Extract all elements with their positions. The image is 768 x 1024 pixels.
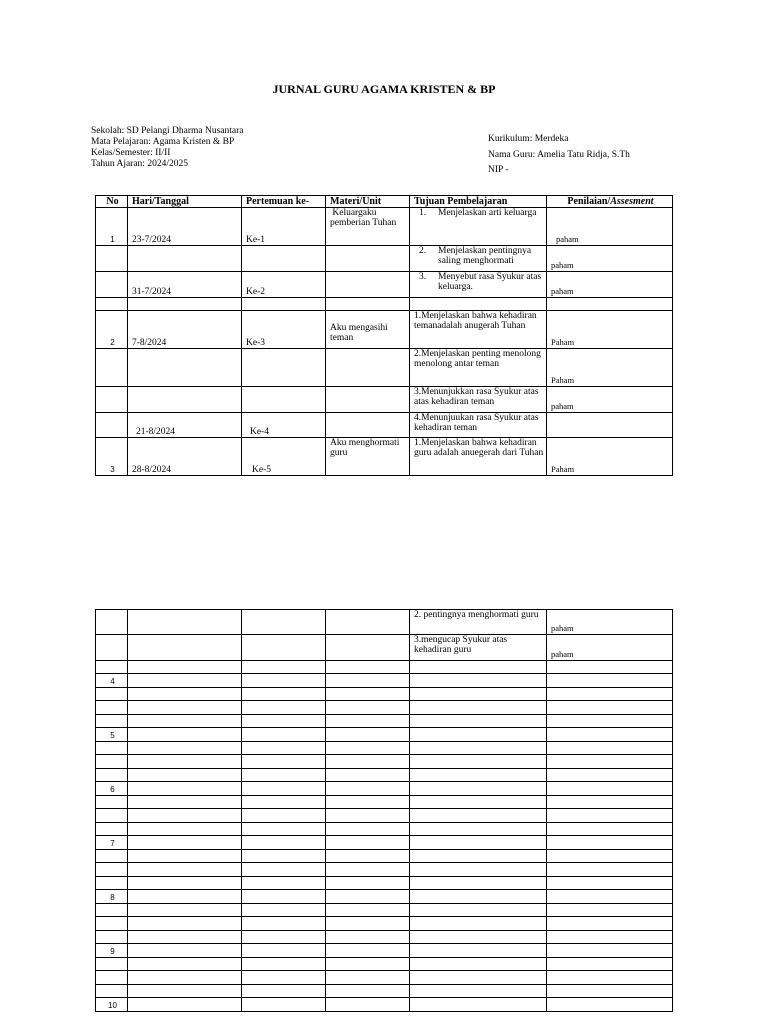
table-row: [96, 208, 673, 246]
assessment-cell: Paham: [547, 311, 673, 349]
assessment-cell: paham: [547, 246, 673, 272]
row-number: 7: [96, 836, 128, 850]
page-title: JURNAL GURU AGAMA KRISTEN & BP: [272, 82, 496, 96]
row-number: 3: [96, 438, 128, 476]
objective-number: 2.: [419, 246, 427, 256]
objective-cell: 1.Menjelaskan bahwa kehadiran temanadalah anugerah Tuhan: [410, 311, 547, 349]
date-cell: 31-7/2024: [128, 272, 242, 298]
assessment-cell: paham: [547, 208, 673, 246]
date-cell: 21-8/2024: [128, 413, 242, 438]
objective-text: Menjelaskan arti keluarga: [438, 208, 537, 218]
material-cell: Aku mengasihi teman: [326, 311, 410, 349]
material-cell: Aku menghormati guru: [326, 438, 410, 476]
assessment-cell: paham: [547, 610, 673, 635]
table-row: [96, 349, 673, 387]
table-row: [96, 728, 673, 742]
class-semester: Kelas/Semester: II/II: [91, 148, 171, 158]
journal-table: [95, 195, 673, 476]
table-row: [96, 944, 673, 958]
date-cell: 7-8/2024: [128, 311, 242, 349]
header-objective: Tujuan Pembelajaran: [410, 196, 547, 208]
objective-cell: 1.Menjelaskan bahwa kehadiran guru adalah anuegerah dari Tuhan: [410, 438, 547, 476]
meeting-cell: Ke-1: [242, 208, 326, 246]
assessment-cell: Paham: [547, 438, 673, 476]
meeting-cell: Ke-4: [242, 413, 326, 438]
header-date: Hari/Tanggal: [128, 196, 242, 208]
table-row: [96, 782, 673, 796]
row-number: 10: [96, 998, 128, 1012]
meeting-cell: Ke-5: [242, 438, 326, 476]
table-row: [96, 246, 673, 272]
table-row: [96, 610, 673, 635]
teacher-name: Nama Guru: Amelia Tatu Ridja, S.Th: [488, 149, 630, 160]
table-row: [96, 413, 673, 438]
objective-cell: [410, 272, 547, 298]
row-number: 8: [96, 890, 128, 904]
assessment-cell: paham: [547, 272, 673, 298]
subject: Mata Pelajaran: Agama Kristen & BP: [91, 137, 235, 147]
meeting-cell: Ke-3: [242, 311, 326, 349]
header-assessment-italic: Assesment: [610, 196, 654, 207]
row-number: 4: [96, 674, 128, 688]
table-row: [96, 298, 673, 311]
objective-cell: 4.Menunjuukan rasa Syukur atas kehadiran teman: [410, 413, 547, 438]
row-number: 1: [96, 208, 128, 246]
table-row: [96, 311, 673, 349]
table-row: [96, 998, 673, 1012]
table-row: [96, 890, 673, 904]
header-assessment: [547, 196, 673, 208]
objective-text: Menjelaskan pentingnya saling menghormati: [438, 246, 532, 266]
table-header-row: [96, 196, 673, 208]
teacher-info: [488, 132, 630, 179]
assessment-cell: paham: [547, 635, 673, 661]
header-assessment-label: Penilaian/: [567, 196, 611, 207]
curriculum: Kurikulum: Merdeka: [488, 134, 569, 144]
header-no: No: [96, 196, 128, 208]
table-row: [96, 635, 673, 661]
table-row: [96, 674, 673, 688]
objective-number: 1.: [419, 208, 427, 218]
date-cell: 28-8/2024: [128, 438, 242, 476]
header-meeting: Pertemuan ke-: [242, 196, 326, 208]
table-row: [96, 438, 673, 476]
objective-cell: 2. pentingnya menghormati guru: [410, 610, 547, 635]
school-year: Tahun Ajaran: 2024/2025: [91, 159, 188, 169]
row-number: 6: [96, 782, 128, 796]
assessment-cell: paham: [547, 387, 673, 413]
date-cell: 23-7/2024: [128, 208, 242, 246]
objective-cell: 3.Menunjukkan rasa Syukur atas atas kehadiran teman: [410, 387, 547, 413]
objective-text: Menyebut rasa Syukur atas keluarga.: [438, 272, 542, 292]
row-number: 2: [96, 311, 128, 349]
assessment-cell: Paham: [547, 349, 673, 387]
school-name: Sekolah: SD Pelangi Dharma Nusantara: [91, 126, 244, 136]
row-number: 9: [96, 944, 128, 958]
table-row: [96, 387, 673, 413]
table-row: [96, 836, 673, 850]
objective-cell: [410, 208, 547, 246]
objective-cell: [410, 246, 547, 272]
objective-cell: 3.mengucap Syukur atas kehadiran guru: [410, 635, 547, 661]
journal-table-continued: [95, 609, 673, 1012]
objective-cell: 2.Menjelaskan penting menolong menolong antar teman: [410, 349, 547, 387]
teacher-nip: NIP -: [488, 165, 509, 175]
header-material: Materi/Unit: [326, 196, 410, 208]
meeting-cell: Ke-2: [242, 272, 326, 298]
row-number: 5: [96, 728, 128, 742]
material-text: Keluargaku pemberian Tuhan: [330, 208, 397, 228]
material-cell: [326, 208, 410, 246]
school-info: [91, 126, 244, 170]
table-row: [96, 272, 673, 298]
objective-number: 3.: [419, 272, 427, 282]
